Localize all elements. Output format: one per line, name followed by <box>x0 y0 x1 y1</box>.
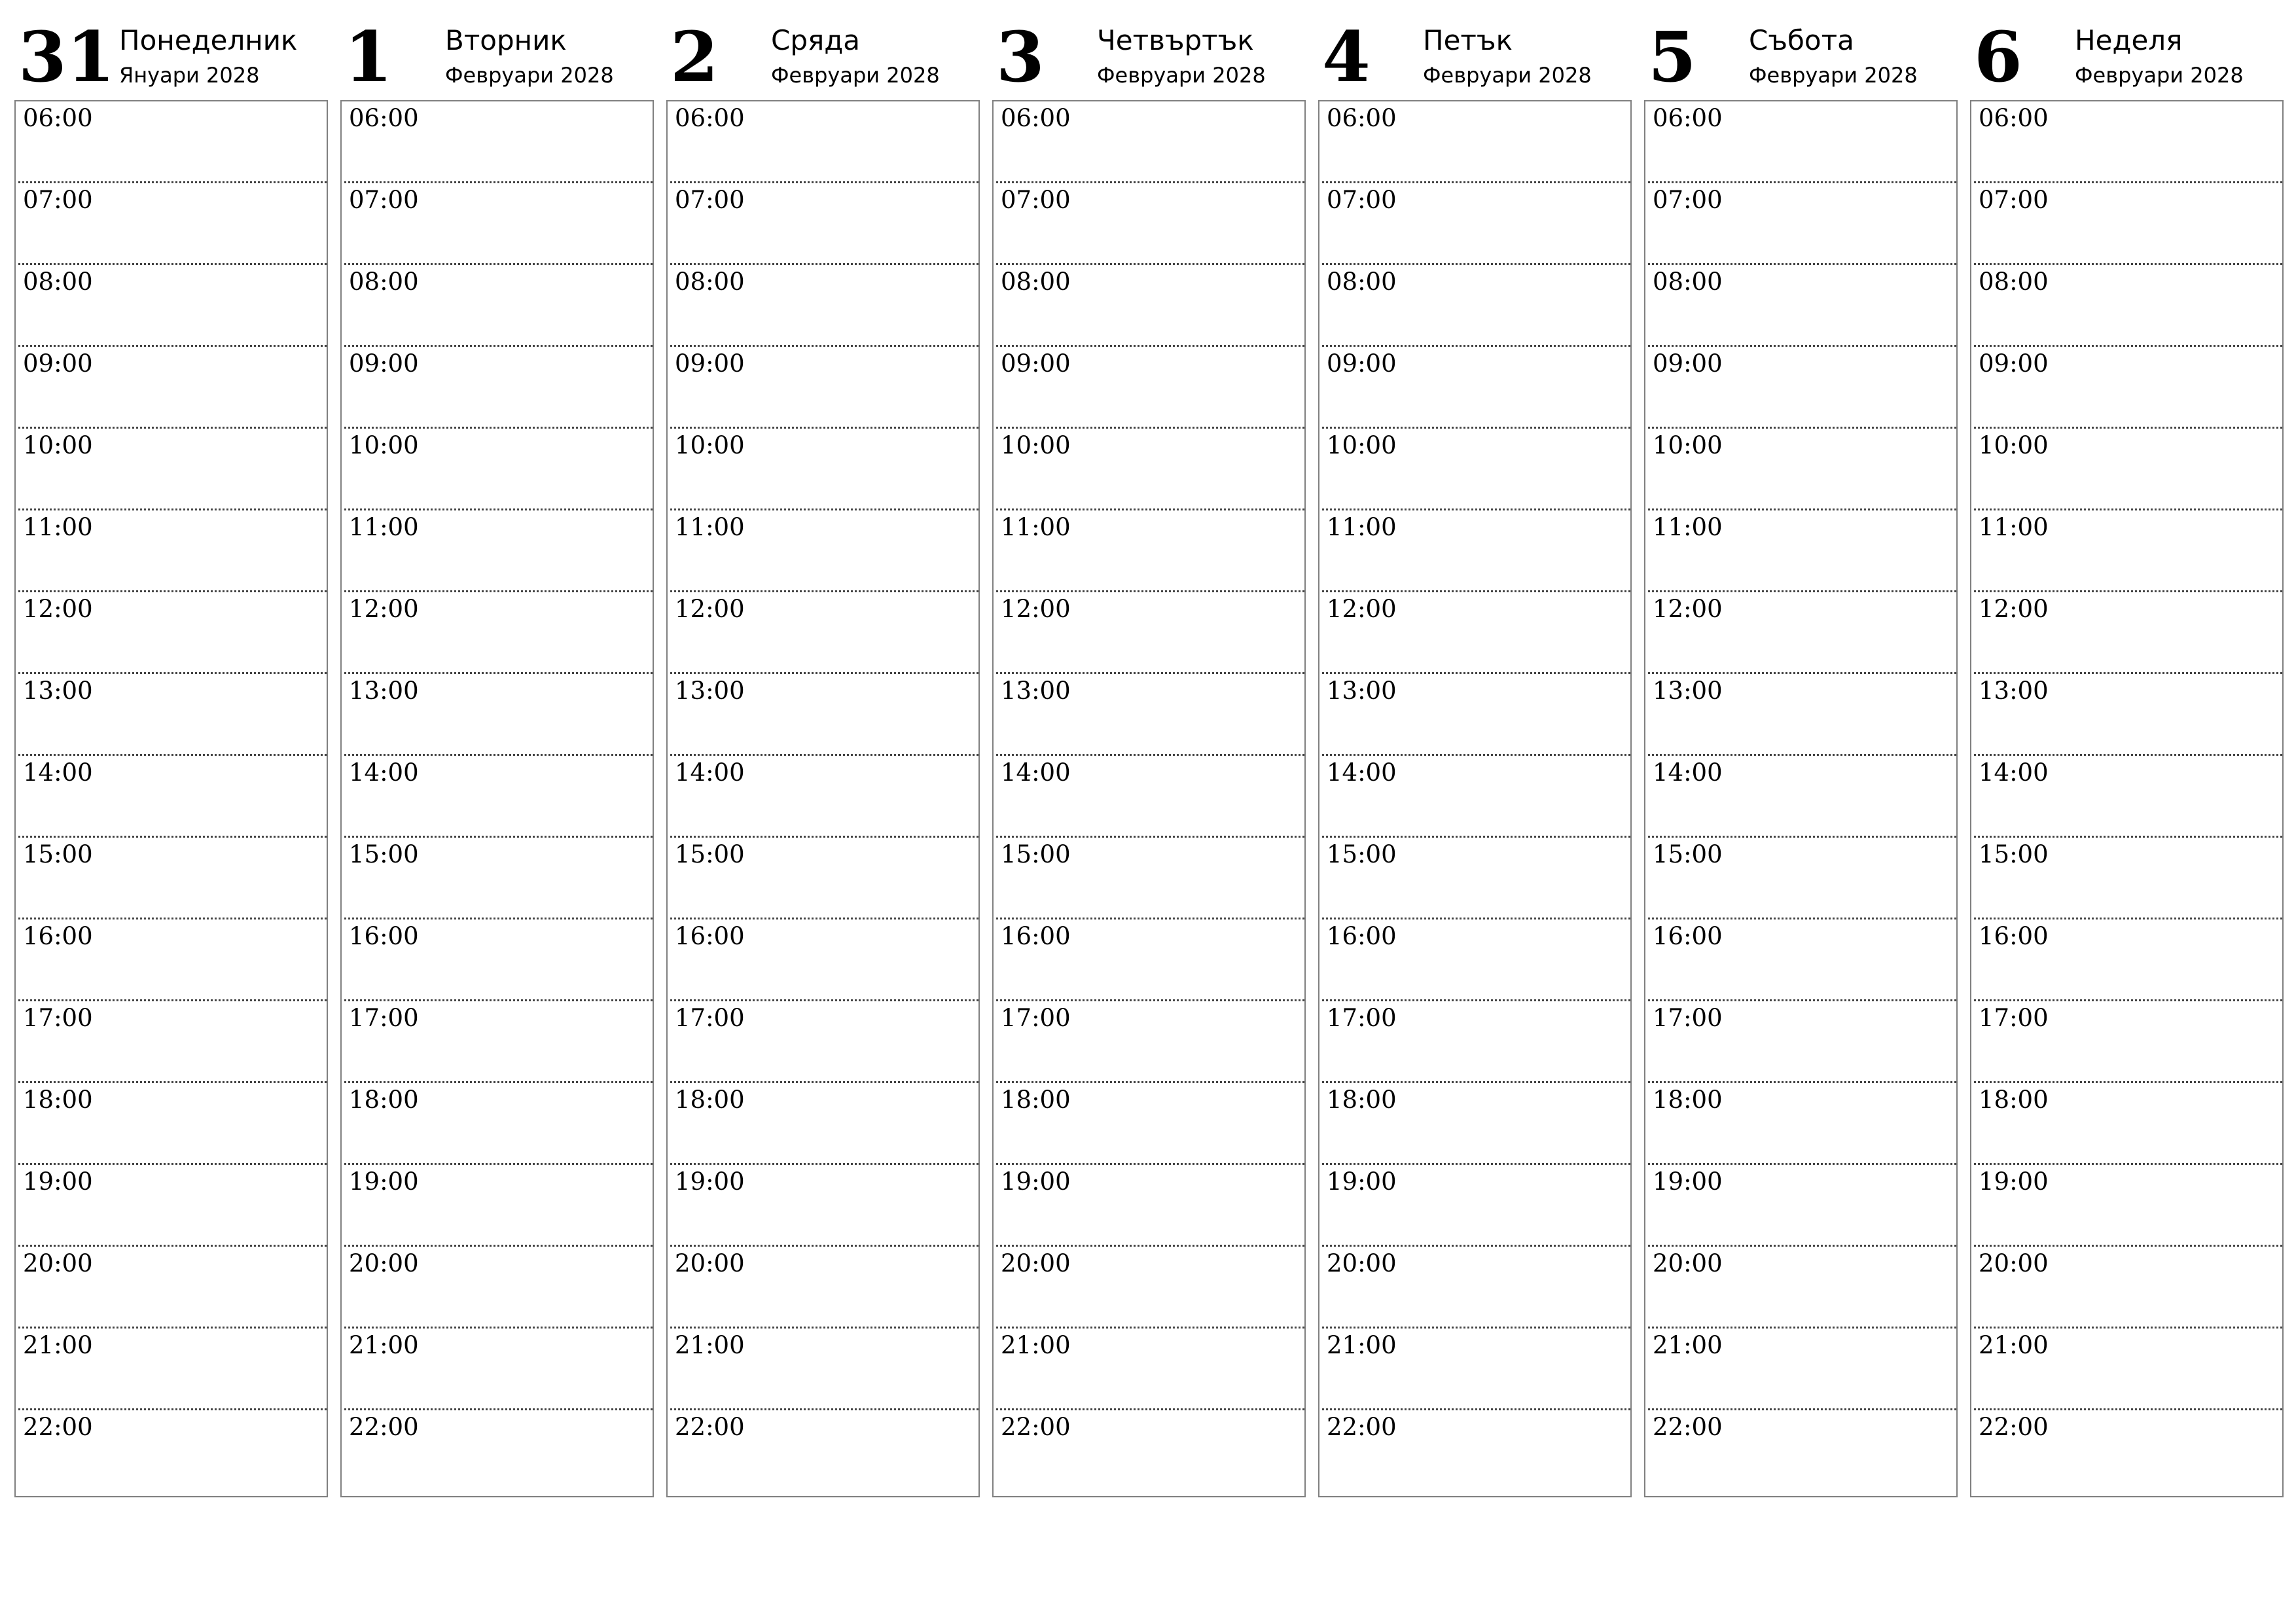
time-slot[interactable] <box>1971 1165 2282 1247</box>
day-number: 31 <box>18 16 115 98</box>
time-slot-label: 19:00 <box>1979 1168 2049 1196</box>
day-schedule-box <box>992 100 1306 1497</box>
time-slot[interactable] <box>1645 756 1956 838</box>
time-slot-label: 18:00 <box>1001 1086 1071 1114</box>
day-column-monday <box>14 0 328 1499</box>
day-schedule-box <box>666 100 980 1497</box>
time-slot[interactable] <box>668 1410 978 1492</box>
time-slot-label: 20:00 <box>349 1249 419 1277</box>
time-slot[interactable] <box>1971 429 2282 510</box>
time-slot-label: 12:00 <box>23 595 93 623</box>
time-slot[interactable] <box>994 838 1304 919</box>
time-slot-label: 08:00 <box>1001 268 1071 296</box>
time-slot[interactable] <box>1645 1001 1956 1083</box>
time-slot-label: 20:00 <box>1979 1249 2049 1277</box>
time-slot[interactable] <box>1319 183 1630 265</box>
time-slot-label: 16:00 <box>1327 922 1397 950</box>
day-name: Събота <box>1749 24 1854 56</box>
time-slot-label: 10:00 <box>349 431 419 459</box>
day-header <box>1970 0 2284 98</box>
time-slot-label: 19:00 <box>349 1168 419 1196</box>
time-slot[interactable] <box>994 1247 1304 1329</box>
time-slot[interactable] <box>1971 592 2282 674</box>
time-slot[interactable] <box>668 756 978 838</box>
time-slot-label: 15:00 <box>1979 840 2049 868</box>
time-slot-label: 14:00 <box>1979 758 2049 787</box>
time-slot-label: 14:00 <box>1327 758 1397 787</box>
time-slot-label: 14:00 <box>23 758 93 787</box>
time-slot[interactable] <box>342 510 653 592</box>
time-slot-label: 21:00 <box>1979 1331 2049 1359</box>
time-slot-label: 11:00 <box>1653 513 1723 541</box>
time-slot-label: 20:00 <box>1653 1249 1723 1277</box>
time-slot-label: 12:00 <box>1001 595 1071 623</box>
time-slot-label: 21:00 <box>675 1331 745 1359</box>
time-slot[interactable] <box>1971 1001 2282 1083</box>
time-slot-label: 11:00 <box>1327 513 1397 541</box>
time-slot[interactable] <box>668 919 978 1001</box>
time-slot-label: 14:00 <box>1001 758 1071 787</box>
time-slot-label: 18:00 <box>675 1086 745 1114</box>
time-slot[interactable] <box>994 265 1304 347</box>
time-slot-label: 15:00 <box>23 840 93 868</box>
time-slot-label: 17:00 <box>1327 1004 1397 1032</box>
time-slot[interactable] <box>668 1083 978 1165</box>
time-slot-label: 09:00 <box>675 349 745 378</box>
time-slot-label: 18:00 <box>1979 1086 2049 1114</box>
time-slot-label: 07:00 <box>23 186 93 214</box>
time-slot-label: 14:00 <box>1653 758 1723 787</box>
time-slot[interactable] <box>342 347 653 429</box>
time-slot-label: 12:00 <box>675 595 745 623</box>
time-slot[interactable] <box>668 674 978 756</box>
time-slot-label: 22:00 <box>1327 1413 1397 1441</box>
time-slot[interactable] <box>16 1410 327 1492</box>
day-month: Февруари 2028 <box>1423 63 1592 88</box>
time-slot[interactable] <box>994 1410 1304 1492</box>
time-slot[interactable] <box>1319 756 1630 838</box>
time-slot-label: 13:00 <box>1979 677 2049 705</box>
time-slot-label: 17:00 <box>1653 1004 1723 1032</box>
time-slot[interactable] <box>16 1329 327 1410</box>
day-header <box>666 0 980 98</box>
time-slot-label: 10:00 <box>1327 431 1397 459</box>
time-slot-label: 06:00 <box>675 104 745 132</box>
time-slot[interactable] <box>994 592 1304 674</box>
time-slot[interactable] <box>342 265 653 347</box>
time-slot[interactable] <box>16 265 327 347</box>
time-slot-label: 09:00 <box>23 349 93 378</box>
time-slot-label: 08:00 <box>349 268 419 296</box>
time-slot[interactable] <box>1971 183 2282 265</box>
time-slot-label: 16:00 <box>675 922 745 950</box>
time-slot[interactable] <box>994 347 1304 429</box>
time-slot-label: 21:00 <box>23 1331 93 1359</box>
time-slot-label: 22:00 <box>23 1413 93 1441</box>
time-slot[interactable] <box>1645 1329 1956 1410</box>
time-slot[interactable] <box>994 756 1304 838</box>
time-slot-label: 12:00 <box>1979 595 2049 623</box>
time-slot-label: 22:00 <box>1979 1413 2049 1441</box>
time-slot-label: 15:00 <box>1653 840 1723 868</box>
time-slot-label: 19:00 <box>1653 1168 1723 1196</box>
time-slot-label: 11:00 <box>675 513 745 541</box>
time-slot-label: 06:00 <box>1653 104 1723 132</box>
time-slot-label: 11:00 <box>1979 513 2049 541</box>
time-slot-label: 17:00 <box>1001 1004 1071 1032</box>
time-slot[interactable] <box>994 674 1304 756</box>
time-slot[interactable] <box>994 1165 1304 1247</box>
time-slot[interactable] <box>994 1083 1304 1165</box>
time-slot[interactable] <box>1971 265 2282 347</box>
time-slot[interactable] <box>668 838 978 919</box>
time-slot[interactable] <box>1645 429 1956 510</box>
time-slot-label: 09:00 <box>349 349 419 378</box>
time-slot[interactable] <box>1319 1083 1630 1165</box>
time-slot-label: 22:00 <box>1001 1413 1071 1441</box>
time-slot-label: 22:00 <box>675 1413 745 1441</box>
time-slot[interactable] <box>342 1001 653 1083</box>
time-slot-label: 21:00 <box>349 1331 419 1359</box>
time-slot-label: 20:00 <box>1327 1249 1397 1277</box>
time-slot-label: 09:00 <box>1979 349 2049 378</box>
time-slot[interactable] <box>342 1410 653 1492</box>
time-slot[interactable] <box>1971 347 2282 429</box>
time-slot[interactable] <box>1319 919 1630 1001</box>
time-slot[interactable] <box>1971 756 2282 838</box>
time-slot-label: 18:00 <box>1653 1086 1723 1114</box>
time-slot[interactable] <box>342 674 653 756</box>
time-slot-label: 08:00 <box>1653 268 1723 296</box>
time-slot-label: 19:00 <box>675 1168 745 1196</box>
day-header <box>14 0 328 98</box>
time-slot[interactable] <box>1645 1165 1956 1247</box>
time-slot[interactable] <box>342 101 653 183</box>
time-slot[interactable] <box>1971 1083 2282 1165</box>
time-slot[interactable] <box>16 101 327 183</box>
time-slot[interactable] <box>668 1001 978 1083</box>
day-column-sunday <box>1970 0 2284 1499</box>
time-slot[interactable] <box>1645 674 1956 756</box>
day-column-wednesday <box>666 0 980 1499</box>
time-slot-label: 14:00 <box>349 758 419 787</box>
time-slot[interactable] <box>668 1165 978 1247</box>
day-column-friday <box>1318 0 1632 1499</box>
time-slot-label: 09:00 <box>1001 349 1071 378</box>
time-slot-label: 10:00 <box>1979 431 2049 459</box>
time-slot-label: 08:00 <box>1327 268 1397 296</box>
time-slot-label: 10:00 <box>23 431 93 459</box>
time-slot[interactable] <box>1645 1247 1956 1329</box>
time-slot[interactable] <box>1645 1410 1956 1492</box>
time-slot-label: 13:00 <box>23 677 93 705</box>
time-slot[interactable] <box>1971 674 2282 756</box>
day-header <box>340 0 654 98</box>
time-slot-label: 19:00 <box>1001 1168 1071 1196</box>
day-column-thursday <box>992 0 1306 1499</box>
time-slot-label: 22:00 <box>349 1413 419 1441</box>
time-slot[interactable] <box>1319 101 1630 183</box>
time-slot[interactable] <box>342 183 653 265</box>
time-slot[interactable] <box>1971 1329 2282 1410</box>
time-slot[interactable] <box>1319 429 1630 510</box>
time-slot[interactable] <box>994 1001 1304 1083</box>
time-slot-label: 13:00 <box>1653 677 1723 705</box>
time-slot[interactable] <box>1971 1410 2282 1492</box>
time-slot[interactable] <box>1319 1001 1630 1083</box>
time-slot-label: 07:00 <box>349 186 419 214</box>
time-slot-label: 16:00 <box>349 922 419 950</box>
time-slot-label: 22:00 <box>1653 1413 1723 1441</box>
day-header <box>992 0 1306 98</box>
time-slot-label: 10:00 <box>1001 431 1071 459</box>
time-slot-label: 11:00 <box>1001 513 1071 541</box>
time-slot-label: 18:00 <box>349 1086 419 1114</box>
time-slot[interactable] <box>1645 510 1956 592</box>
day-month: Февруари 2028 <box>2075 63 2244 88</box>
time-slot-label: 15:00 <box>349 840 419 868</box>
time-slot-label: 13:00 <box>1001 677 1071 705</box>
time-slot-label: 17:00 <box>349 1004 419 1032</box>
time-slot-label: 16:00 <box>1979 922 2049 950</box>
time-slot[interactable] <box>668 1247 978 1329</box>
time-slot[interactable] <box>994 510 1304 592</box>
time-slot[interactable] <box>668 592 978 674</box>
time-slot[interactable] <box>1971 838 2282 919</box>
time-slot[interactable] <box>668 1329 978 1410</box>
day-month: Февруари 2028 <box>771 63 940 88</box>
time-slot[interactable] <box>342 1165 653 1247</box>
time-slot[interactable] <box>994 101 1304 183</box>
time-slot-label: 12:00 <box>349 595 419 623</box>
time-slot[interactable] <box>342 1329 653 1410</box>
day-column-saturday <box>1644 0 1958 1499</box>
time-slot[interactable] <box>668 183 978 265</box>
time-slot[interactable] <box>1319 838 1630 919</box>
time-slot-label: 06:00 <box>1979 104 2049 132</box>
day-month: Февруари 2028 <box>1749 63 1918 88</box>
time-slot[interactable] <box>1645 347 1956 429</box>
time-slot-label: 07:00 <box>1327 186 1397 214</box>
time-slot[interactable] <box>1319 1410 1630 1492</box>
time-slot[interactable] <box>1319 1247 1630 1329</box>
time-slot-label: 15:00 <box>1001 840 1071 868</box>
time-slot[interactable] <box>1645 183 1956 265</box>
day-number: 3 <box>996 16 1045 98</box>
time-slot-label: 20:00 <box>1001 1249 1071 1277</box>
time-slot-label: 06:00 <box>1327 104 1397 132</box>
time-slot[interactable] <box>16 510 327 592</box>
time-slot-label: 11:00 <box>349 513 419 541</box>
day-name: Четвъртък <box>1097 24 1254 56</box>
time-slot[interactable] <box>1971 101 2282 183</box>
day-name: Петък <box>1423 24 1513 56</box>
time-slot-label: 08:00 <box>1979 268 2049 296</box>
time-slot-label: 14:00 <box>675 758 745 787</box>
time-slot[interactable] <box>668 429 978 510</box>
time-slot[interactable] <box>994 919 1304 1001</box>
time-slot[interactable] <box>1645 101 1956 183</box>
day-header <box>1318 0 1632 98</box>
time-slot-label: 06:00 <box>1001 104 1071 132</box>
time-slot[interactable] <box>16 919 327 1001</box>
day-name: Вторник <box>445 24 567 56</box>
time-slot-label: 21:00 <box>1001 1331 1071 1359</box>
day-schedule-box <box>14 100 328 1497</box>
time-slot-label: 17:00 <box>675 1004 745 1032</box>
day-schedule-box <box>1318 100 1632 1497</box>
time-slot[interactable] <box>1971 510 2282 592</box>
time-slot[interactable] <box>16 838 327 919</box>
time-slot-label: 09:00 <box>1653 349 1723 378</box>
time-slot-label: 13:00 <box>675 677 745 705</box>
time-slot[interactable] <box>16 347 327 429</box>
day-month: Януари 2028 <box>119 63 260 88</box>
time-slot-label: 09:00 <box>1327 349 1397 378</box>
day-number: 6 <box>1974 16 2022 98</box>
time-slot[interactable] <box>994 1329 1304 1410</box>
day-month: Февруари 2028 <box>445 63 614 88</box>
time-slot[interactable] <box>668 101 978 183</box>
time-slot-label: 21:00 <box>1653 1331 1723 1359</box>
time-slot[interactable] <box>342 838 653 919</box>
time-slot-label: 18:00 <box>1327 1086 1397 1114</box>
time-slot-label: 07:00 <box>1001 186 1071 214</box>
time-slot-label: 18:00 <box>23 1086 93 1114</box>
time-slot-label: 15:00 <box>675 840 745 868</box>
time-slot-label: 16:00 <box>23 922 93 950</box>
time-slot[interactable] <box>994 429 1304 510</box>
time-slot-label: 11:00 <box>23 513 93 541</box>
time-slot[interactable] <box>1319 510 1630 592</box>
time-slot-label: 13:00 <box>1327 677 1397 705</box>
time-slot[interactable] <box>16 674 327 756</box>
time-slot[interactable] <box>1319 592 1630 674</box>
day-name: Понеделник <box>119 24 298 56</box>
day-name: Неделя <box>2075 24 2183 56</box>
time-slot[interactable] <box>1319 1329 1630 1410</box>
time-slot-label: 07:00 <box>1653 186 1723 214</box>
time-slot[interactable] <box>1319 347 1630 429</box>
time-slot-label: 13:00 <box>349 677 419 705</box>
day-number: 5 <box>1648 16 1696 98</box>
time-slot[interactable] <box>16 1165 327 1247</box>
time-slot[interactable] <box>342 592 653 674</box>
time-slot[interactable] <box>1645 919 1956 1001</box>
time-slot[interactable] <box>1645 1083 1956 1165</box>
time-slot-label: 10:00 <box>1653 431 1723 459</box>
time-slot-label: 19:00 <box>23 1168 93 1196</box>
day-column-tuesday <box>340 0 654 1499</box>
time-slot-label: 20:00 <box>23 1249 93 1277</box>
time-slot-label: 07:00 <box>1979 186 2049 214</box>
time-slot[interactable] <box>342 429 653 510</box>
day-schedule-box <box>1644 100 1958 1497</box>
time-slot[interactable] <box>342 756 653 838</box>
day-header <box>1644 0 1958 98</box>
time-slot[interactable] <box>668 265 978 347</box>
time-slot[interactable] <box>16 429 327 510</box>
day-schedule-box <box>340 100 654 1497</box>
time-slot-label: 17:00 <box>23 1004 93 1032</box>
time-slot[interactable] <box>1319 265 1630 347</box>
time-slot[interactable] <box>1971 919 2282 1001</box>
time-slot[interactable] <box>342 1247 653 1329</box>
time-slot-label: 21:00 <box>1327 1331 1397 1359</box>
time-slot[interactable] <box>16 1083 327 1165</box>
time-slot-label: 20:00 <box>675 1249 745 1277</box>
time-slot[interactable] <box>342 919 653 1001</box>
time-slot-label: 16:00 <box>1001 922 1071 950</box>
time-slot-label: 12:00 <box>1653 595 1723 623</box>
time-slot[interactable] <box>16 756 327 838</box>
time-slot-label: 07:00 <box>675 186 745 214</box>
time-slot[interactable] <box>342 1083 653 1165</box>
day-month: Февруари 2028 <box>1097 63 1266 88</box>
time-slot[interactable] <box>16 183 327 265</box>
time-slot[interactable] <box>1645 838 1956 919</box>
day-number: 1 <box>344 16 393 98</box>
time-slot-label: 19:00 <box>1327 1168 1397 1196</box>
time-slot-label: 08:00 <box>675 268 745 296</box>
time-slot[interactable] <box>1645 265 1956 347</box>
time-slot[interactable] <box>1645 592 1956 674</box>
time-slot-label: 06:00 <box>23 104 93 132</box>
time-slot[interactable] <box>16 1247 327 1329</box>
time-slot-label: 16:00 <box>1653 922 1723 950</box>
time-slot[interactable] <box>1971 1247 2282 1329</box>
weekly-planner <box>14 0 2292 1505</box>
time-slot[interactable] <box>994 183 1304 265</box>
time-slot-label: 08:00 <box>23 268 93 296</box>
time-slot-label: 17:00 <box>1979 1004 2049 1032</box>
time-slot[interactable] <box>1319 1165 1630 1247</box>
time-slot[interactable] <box>668 510 978 592</box>
time-slot-label: 12:00 <box>1327 595 1397 623</box>
time-slot[interactable] <box>16 1001 327 1083</box>
time-slot-label: 06:00 <box>349 104 419 132</box>
time-slot[interactable] <box>668 347 978 429</box>
time-slot-label: 10:00 <box>675 431 745 459</box>
day-number: 4 <box>1322 16 1371 98</box>
time-slot-label: 15:00 <box>1327 840 1397 868</box>
time-slot[interactable] <box>1319 674 1630 756</box>
day-schedule-box <box>1970 100 2284 1497</box>
day-number: 2 <box>670 16 719 98</box>
day-name: Сряда <box>771 24 861 56</box>
time-slot[interactable] <box>16 592 327 674</box>
